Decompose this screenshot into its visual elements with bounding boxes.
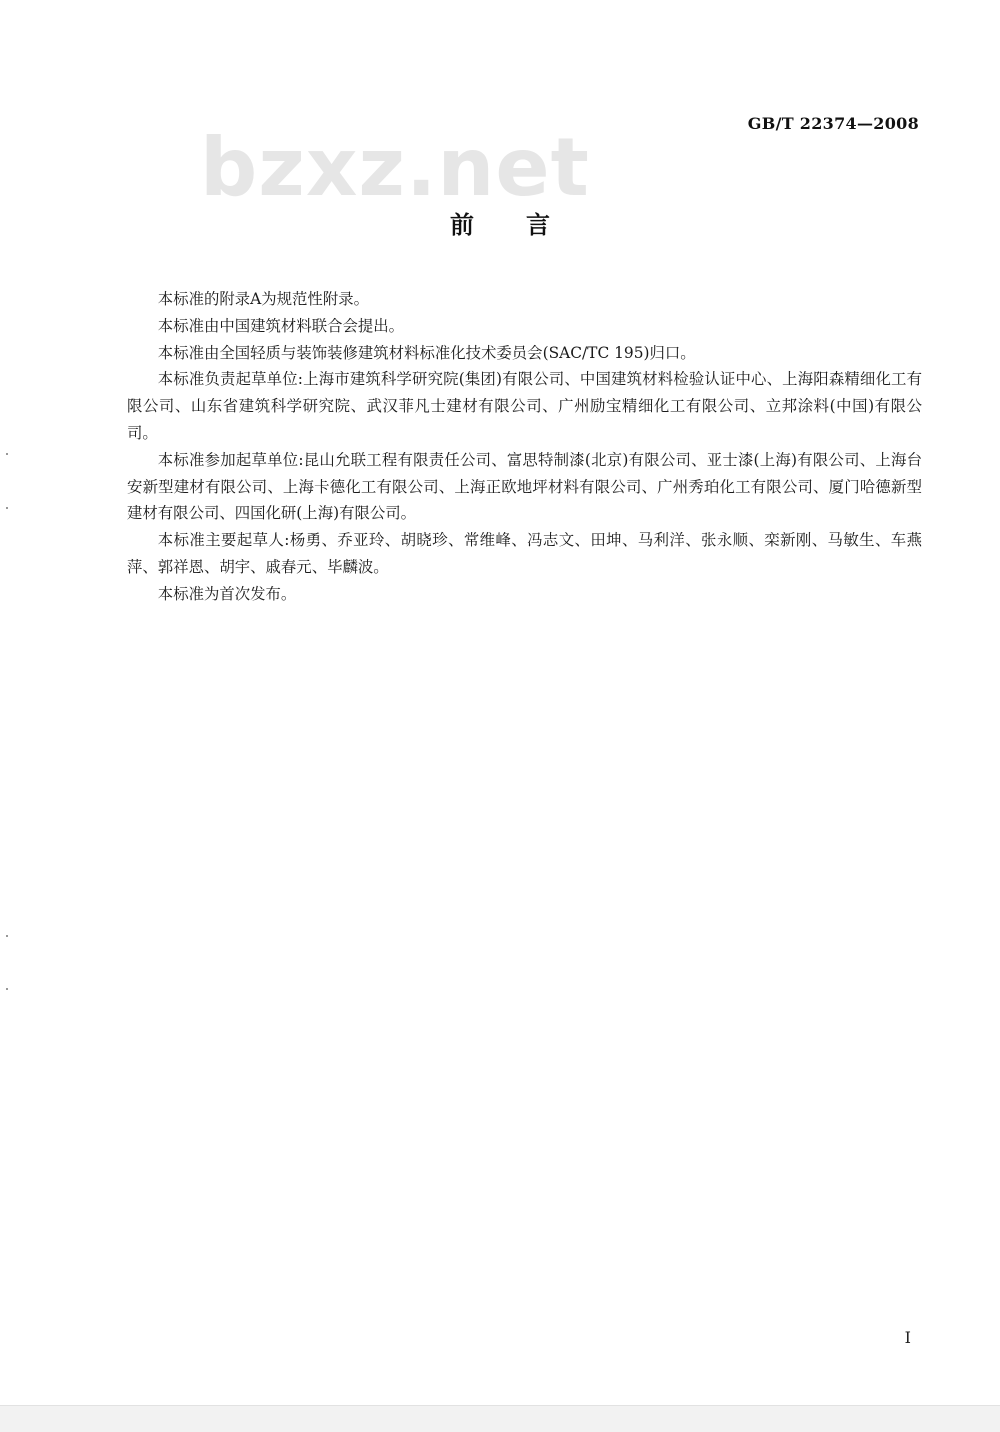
paragraph-participating-drafters: 本标准参加起草单位:昆山允联工程有限责任公司、富思特制漆(北京)有限公司、亚士漆(上海)有限公司、上海台安新型建材有限公司、上海卡德化工有限公司、上海正欧地坪材料有限公司、广州秀珀化工有限公司、厦门哈德新型建材有限公司、四国化研(上海)有限公司。 [127,450,922,523]
standard-number: GB/T 22374—2008 [747,114,919,133]
paragraph-main-authors: 本标准主要起草人:杨勇、乔亚玲、胡晓珍、常维峰、冯志文、田坤、马利洋、张永顺、栾新刚、马敏生、车燕萍、郭祥恩、胡宇、戚春元、毕麟波。 [127,531,922,576]
margin-mark [6,988,8,990]
page-number: I [904,1328,911,1347]
foreword-body [127,286,922,608]
paragraph-first-release: 本标准为首次发布。 [157,584,297,603]
watermark: bzxz.net [200,121,590,214]
viewer-bottom-strip [0,1405,1000,1432]
paragraph-proposer: 本标准由中国建筑材料联合会提出。 [157,316,405,335]
margin-mark [6,453,8,455]
paragraph-annex: 本标准的附录A为规范性附录。 [157,290,369,308]
paragraph-lead-drafters: 本标准负责起草单位:上海市建筑科学研究院(集团)有限公司、中国建筑材料检验认证中心、上海阳森精细化工有限公司、山东省建筑科学研究院、武汉菲凡士建材有限公司、广州励宝精细化工有限公司、立邦涂料(中国)有限公司。 [127,370,922,442]
page-title: 前言 [450,211,602,239]
margin-mark [6,507,8,509]
paragraph-technical-committee: 本标准由全国轻质与装饰装修建筑材料标准化技术委员会(SAC/TC 195)归口。 [157,343,696,362]
margin-mark [6,935,8,937]
